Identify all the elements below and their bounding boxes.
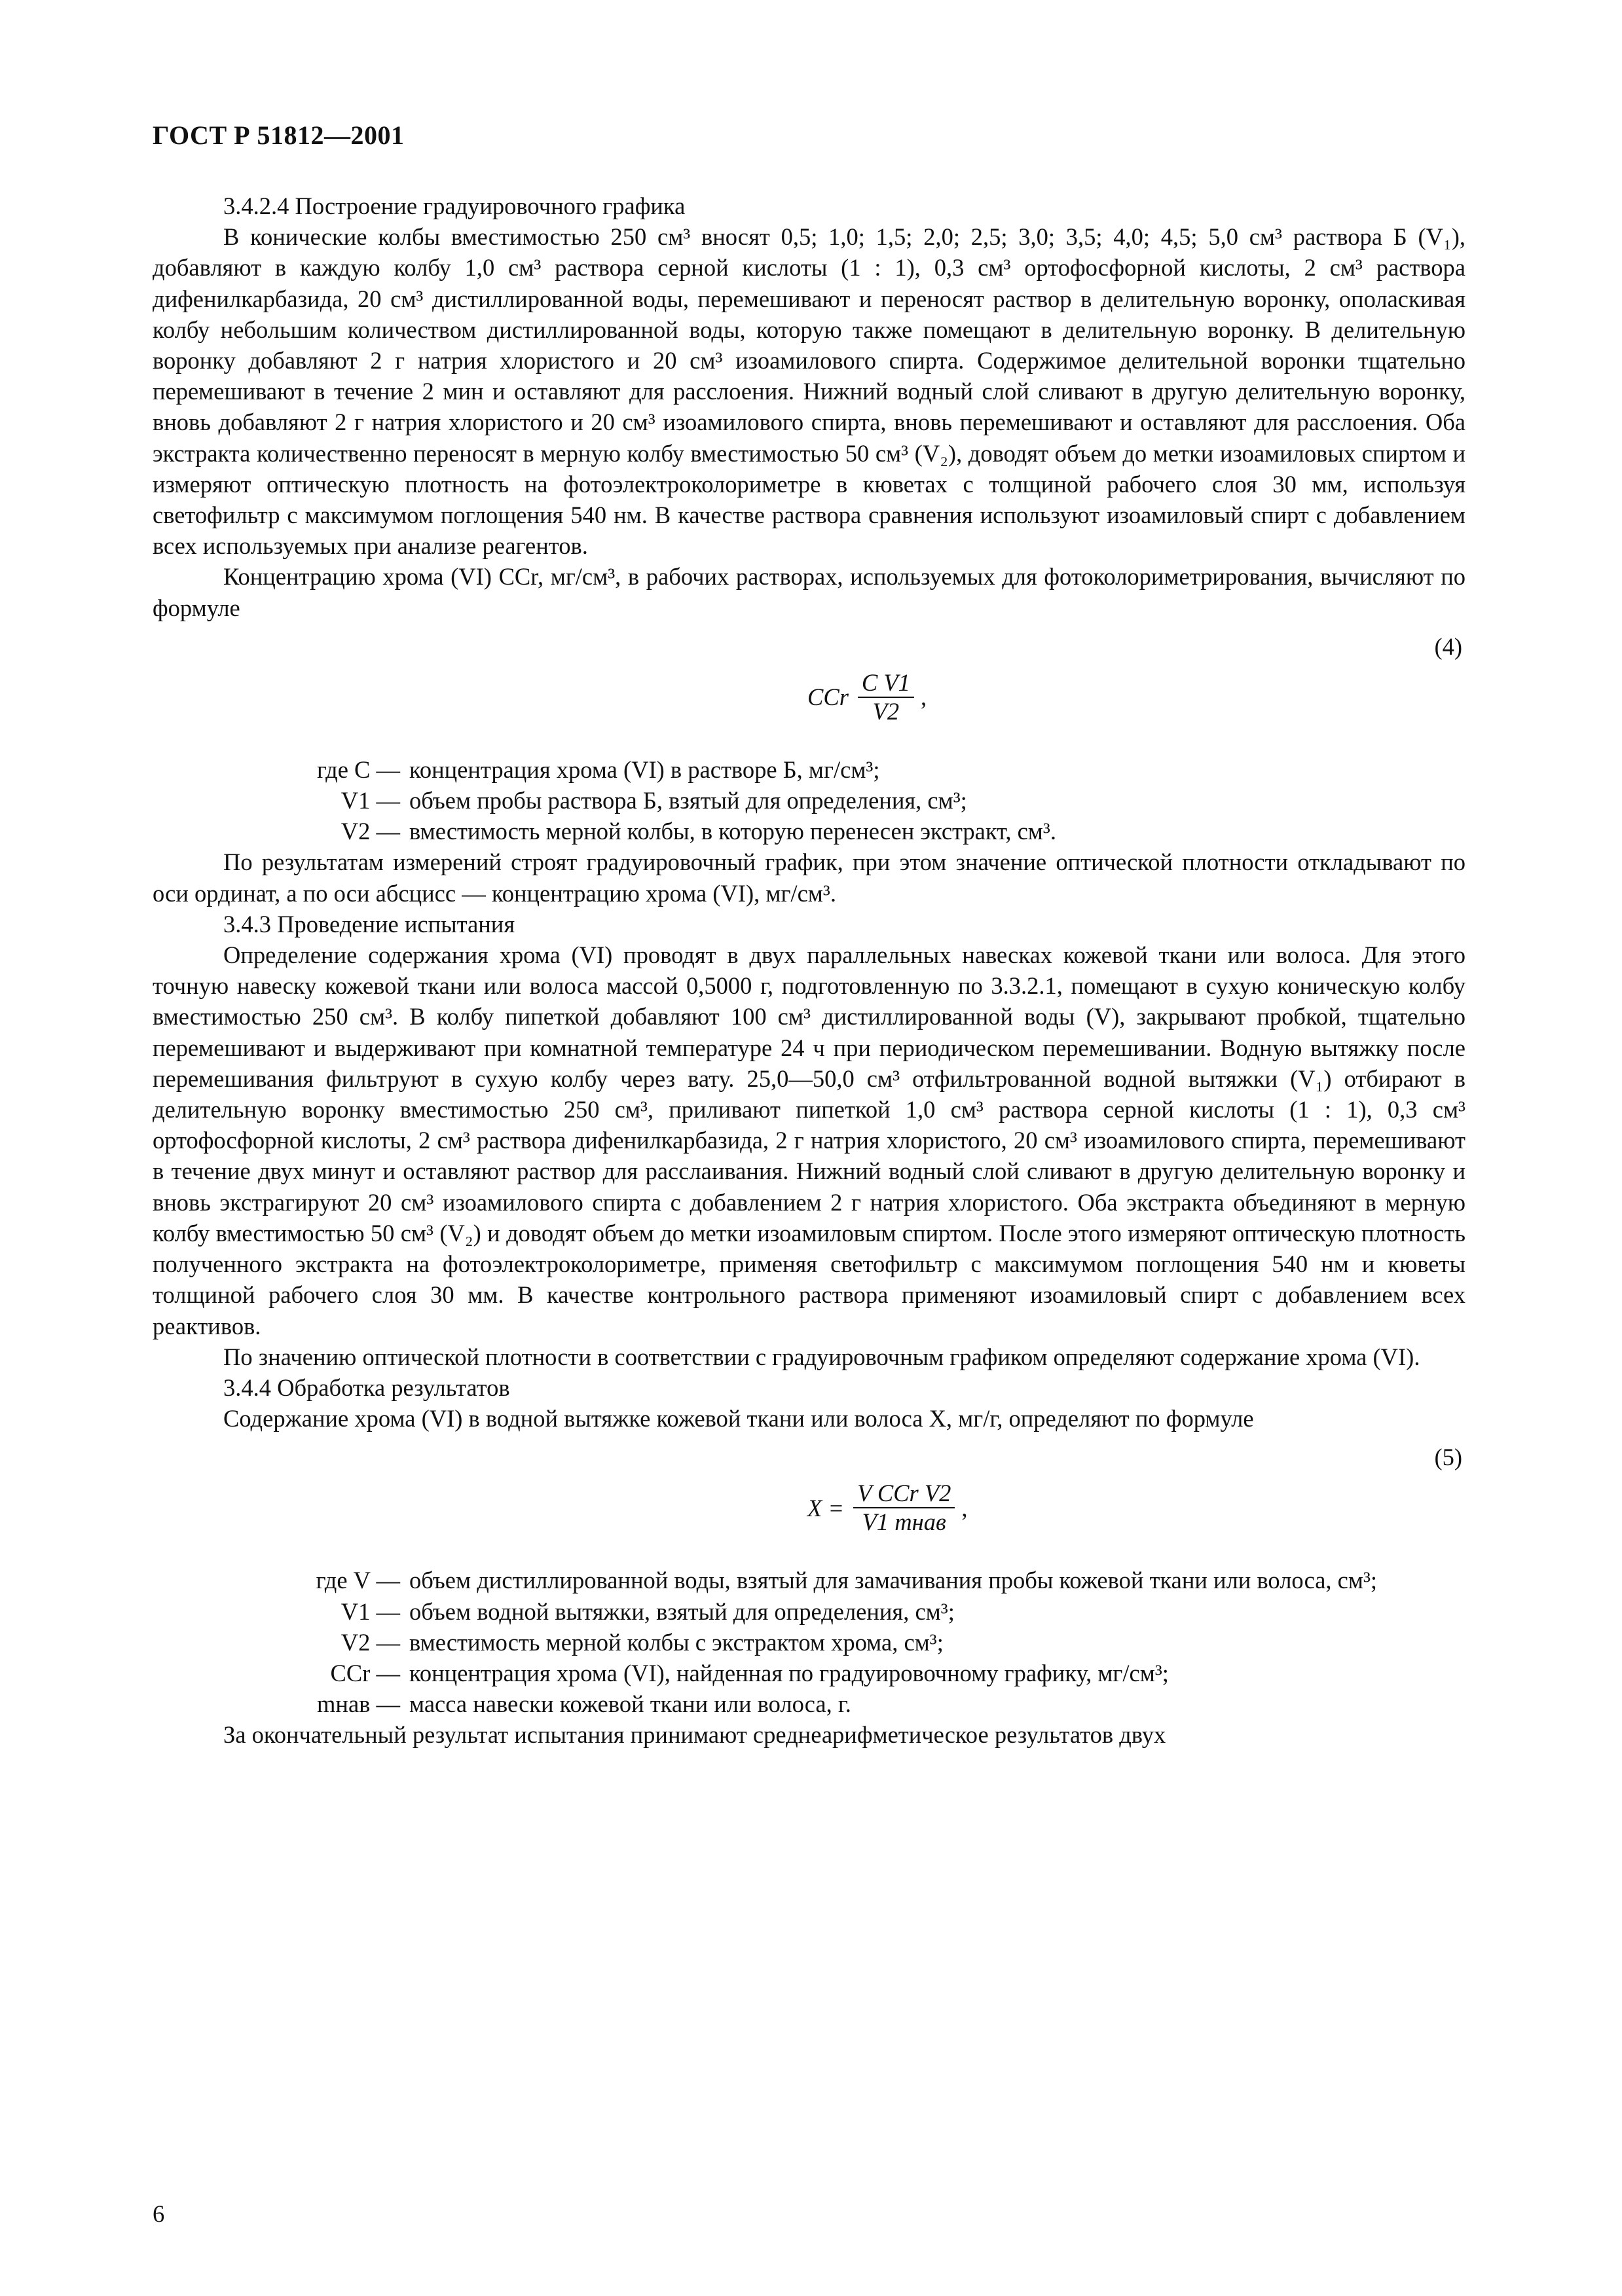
paragraph: По результатам измерений строят градуировочный график, при этом значение оптической плотности откладывают по оси ординат, а по оси абсцисс — концентрацию хрома (VI), мг/см³.: [153, 848, 1465, 907]
where-description: объем пробы раствора Б, взятый для определения, см³;: [409, 787, 967, 814]
where-item: [153, 1658, 1465, 1688]
where-description: масса навески кожевой ткани или волоса, г.: [409, 1690, 851, 1718]
where-item: [153, 1565, 1465, 1595]
paragraph: Определение содержания хрома (VI) проводят в двух параллельных навесках кожевой ткани или волоса. Для этого точную навеску кожевой ткани или волоса массой 0,5000 г, подготовленную по 3.3.2.1, помещают в сухую коническую колбу вместимостью 250 см³. В колбу пипеткой добавляют 100 см³ дистиллированной воды (V), закрывают пробкой, тщательно перемешивают и выдерживают при комнатной температуре 24 ч при периодическом перемешивании. Водную вытяжку после перемешивания фильтруют в сухую колбу через вату. 25,0—50,0 см³ отфильтрованной водной вытяжки (V₁) отбирают в делительную воронку вместимостью 250 см³, приливают пипеткой 1,0 см³ раствора серной кислоты (1 : 1), 0,3 см³ ортофосфорной кислоты, 2 см³ раствора дифенилкарбазида, 2 г натрия хлористого, 20 см³ изоамилового спирта, перемешивают в течение двух минут и оставляют раствор для расслаивания. Нижний водный слой сливают в другую делительную воронку и вновь экстрагируют 20 см³ изоамилового спирта с добавлением 2 г натрия хлористого. Оба экстракта объединяют в мерную колбу вместимостью 50 см³ (V₂) и доводят объем до метки изоамиловым спиртом. После этого измеряют оптическую плотность полученного экстракта на фотоэлектроколориметре, применяя светофильтр с максимумом поглощения 540 нм и кюветы толщиной рабочего слоя 30 мм. В качестве контрольного раствора применяют изоамиловый спирт с добавлением всех реактивов.: [153, 941, 1465, 1339]
where-item: [153, 1596, 1465, 1627]
formula-number: (4): [1434, 632, 1462, 660]
section-heading: 3.4.4 Обработка результатов: [223, 1374, 510, 1401]
paragraph: В конические колбы вместимостью 250 см³ вносят 0,5; 1,0; 1,5; 2,0; 2,5; 3,0; 3,5; 4,0; 4,5; 5,0 см³ раствора Б (V₁), добавляют в каждую колбу 1,0 см³ раствора серной кислоты (1 : 1), 0,3 см³ ортофосфорной кислоты, 2 см³ раствора дифенилкарбазида, 20 см³ дистиллированной воды, перемешивают и переносят раствор в делительную воронку, ополаскивая колбу небольшим количеством дистиллированной воды, которую также помещают в делительную воронку. В делительную воронку добавляют 2 г натрия хлористого и 20 см³ изоамилового спирта. Содержимое делительной воронки тщательно перемешивают в течение 2 мин и оставляют для расслоения. Нижний водный слой сливают в другую делительную воронку, вновь добавляют 2 г натрия хлористого и 20 см³ изоамилового спирта, вновь перемешивают и оставляют для расслоения. Оба экстракта количественно переносят в мерную колбу вместимостью 50 см³ (V₂), доводят объем до метки изоамиловых спиртом и измеряют оптическую плотность на фотоэлектроколориметре в кюветах с толщиной рабочего слоя 30 мм, используя светофильтр с максимумом поглощения 540 нм. В качестве раствора сравнения используют изоамиловый спирт с добавлением всех используемых при анализе реагентов.: [153, 223, 1465, 560]
paragraph: Концентрацию хрома (VI) CCr, мг/см³, в рабочих растворах, используемых для фотоколориметрирования, вычисляют по формуле: [153, 563, 1465, 621]
where-symbol: где C —: [316, 756, 400, 783]
formula-lhs: X =: [807, 1494, 845, 1522]
paragraph: Содержание хрома (VI) в водной вытяжке кожевой ткани или волоса X, мг/г, определяют по формуле: [223, 1405, 1254, 1432]
where-item: [153, 754, 1465, 785]
where-description: вместимость мерной колбы, в которую перенесен экстракт, см³.: [409, 818, 1056, 845]
page-number: 6: [153, 2200, 165, 2227]
where-description: концентрация хрома (VI), найденная по градуировочному графику, мг/см³;: [409, 1659, 1169, 1686]
formula-5: [153, 1434, 1465, 1565]
where-symbol: V2 —: [341, 1628, 400, 1656]
where-description: объем дистиллированной воды, взятый для замачивания пробы кожевой ткани или волоса, см³;: [409, 1567, 1378, 1594]
where-symbol: где V —: [316, 1567, 400, 1594]
where-symbol: V1 —: [341, 1597, 400, 1625]
where-description: концентрация хрома (VI) в растворе Б, мг/см³;: [409, 756, 880, 783]
where-symbol: CCr —: [330, 1659, 400, 1686]
paragraph: За окончательный результат испытания принимают среднеарифметическое результатов двух: [223, 1721, 1166, 1749]
formula-denominator: V1 mнав: [862, 1508, 946, 1536]
where-description: объем водной вытяжки, взятый для определения, см³;: [409, 1597, 955, 1625]
where-item: [153, 816, 1465, 847]
where-symbol: V1 —: [341, 787, 400, 814]
formula-comma: ,: [961, 1494, 968, 1522]
formula-4: [153, 623, 1465, 754]
document-body: [153, 191, 1465, 1751]
where-description: вместимость мерной колбы с экстрактом хрома, см³;: [409, 1628, 944, 1656]
section-heading: 3.4.3 Проведение испытания: [223, 910, 515, 938]
where-item: [153, 1627, 1465, 1658]
section-heading: 3.4.2.4 Построение градуировочного графика: [223, 192, 686, 219]
formula-denominator: V2: [872, 697, 900, 725]
formula-numerator: C V1: [858, 669, 914, 698]
where-item: [153, 1688, 1465, 1719]
where-symbol: V2 —: [341, 818, 400, 845]
where-symbol: mнав —: [317, 1690, 400, 1718]
paragraph: По значению оптической плотности в соответствии с градуировочным графиком определяют содержание хрома (VI).: [223, 1343, 1420, 1370]
formula-comma: ,: [920, 683, 927, 711]
formula-lhs: CCr: [807, 683, 849, 711]
formula-numerator: V CCr V2: [853, 1480, 955, 1508]
formula-number: (5): [1434, 1444, 1462, 1471]
document-header: ГОСТ Р 51812—2001: [153, 120, 405, 150]
formula-fraction: [853, 1480, 955, 1536]
formula-fraction: [858, 669, 914, 725]
where-item: [153, 785, 1465, 816]
